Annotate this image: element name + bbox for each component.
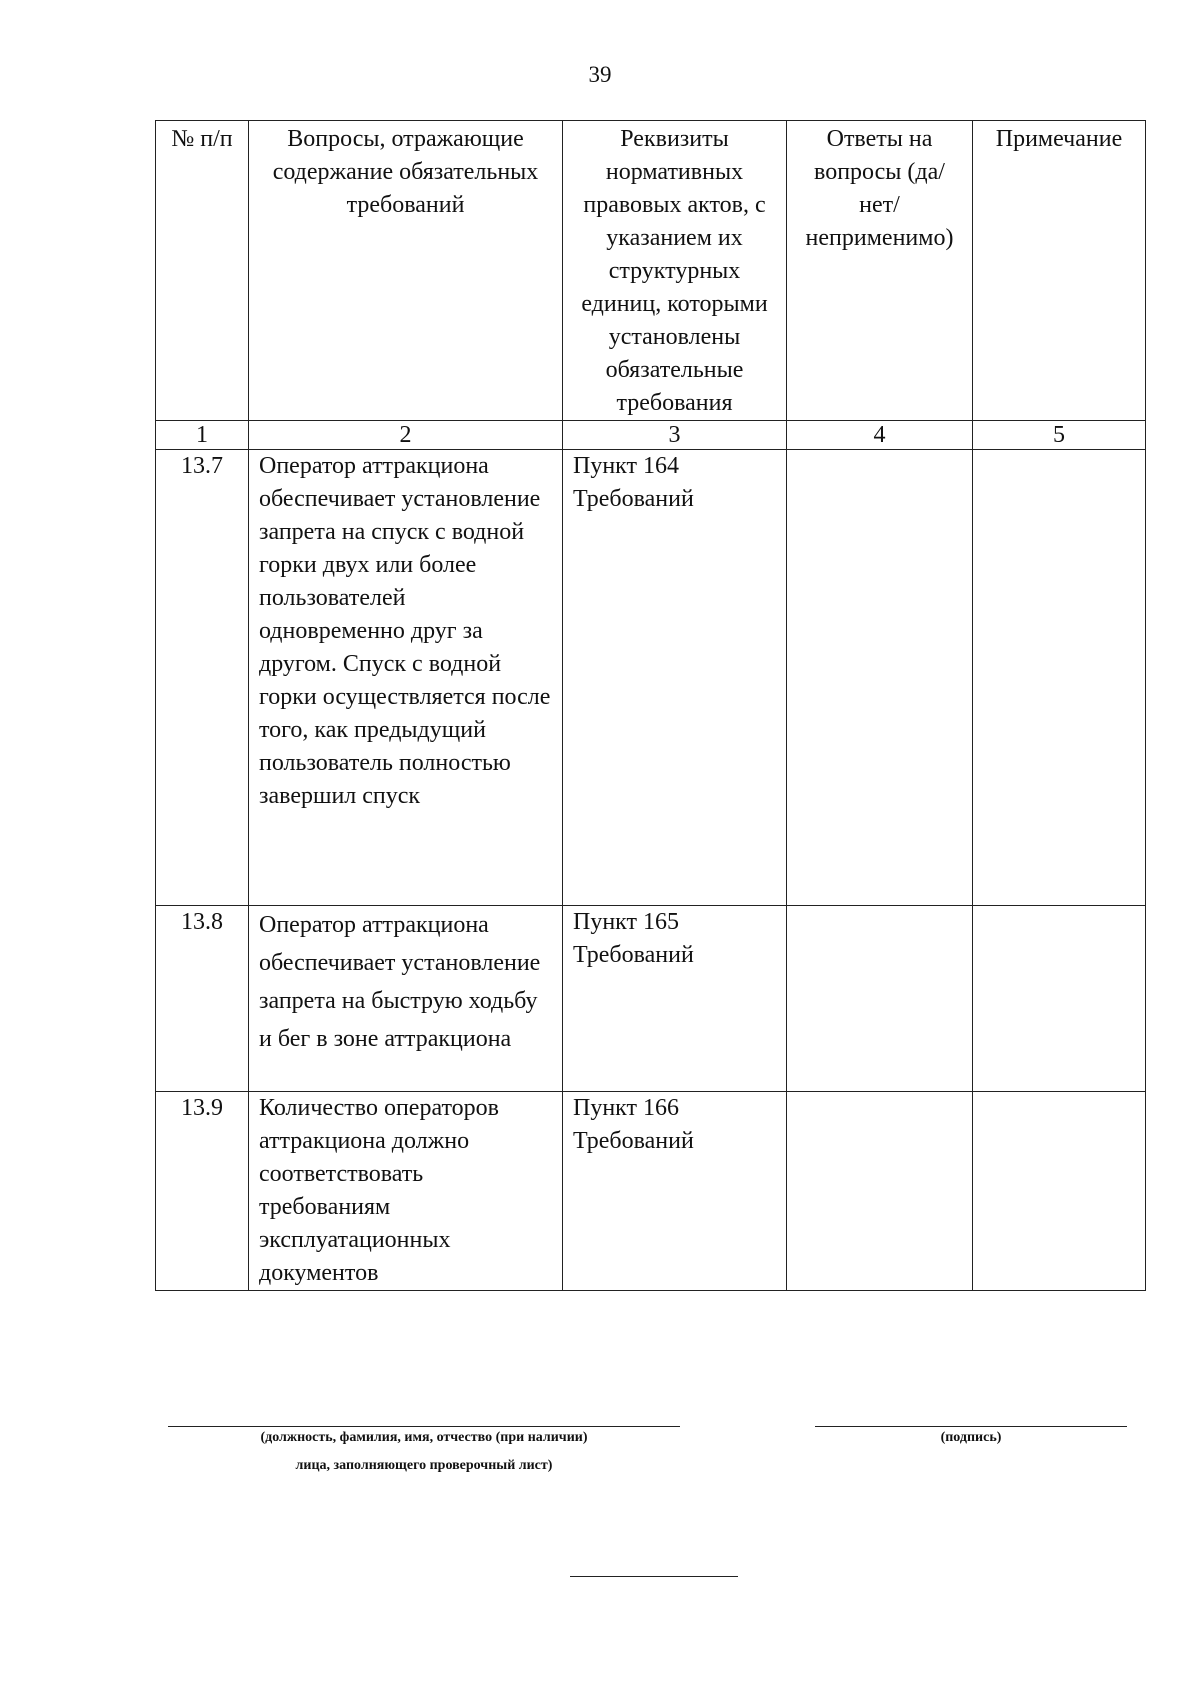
- answer-cell[interactable]: [787, 1092, 973, 1291]
- column-number: 2: [249, 421, 563, 450]
- header-row: [156, 121, 1146, 421]
- reference-item: Пункт 164: [573, 453, 680, 479]
- signature-caption: (подпись): [940, 1430, 1002, 1445]
- note-cell[interactable]: [973, 450, 1146, 906]
- answer-cell[interactable]: [787, 450, 973, 906]
- table-row: [156, 906, 1146, 1092]
- checklist-table: [155, 120, 1146, 1291]
- position-signature-line: [168, 1426, 680, 1427]
- column-number-row: [156, 421, 1146, 450]
- column-number: 3: [563, 421, 787, 450]
- legal-reference: [563, 1092, 787, 1291]
- row-number: 13.8: [156, 906, 249, 1092]
- table-row: [156, 450, 1146, 906]
- row-number: 13.9: [156, 1092, 249, 1291]
- header-questions: Вопросы, отражающие содержание обязательных требований: [249, 121, 563, 421]
- header-answers: Ответы на вопросы (да/нет/ неприменимо): [787, 121, 973, 421]
- legal-reference: [563, 906, 787, 1092]
- header-number: № п/п: [156, 121, 249, 421]
- reference-document: Требований: [573, 942, 694, 968]
- question-text: Оператор аттракциона обеспечивает установление запрета на быструю ходьбу и бег в зоне аттракциона: [249, 906, 563, 1092]
- column-number: 4: [787, 421, 973, 450]
- position-caption: (должность, фамилия, имя, отчество (при наличии): [260, 1430, 588, 1445]
- row-number: 13.7: [156, 450, 249, 906]
- question-text: Оператор аттракциона обеспечивает установление запрета на спуск с водной горки двух или более пользователей одновременно друг за другом. Спуск с водной горки осуществляется после того, как предыдущий пользователь полностью завершил спуск: [249, 450, 563, 906]
- question-text: Количество операторов аттракциона должно соответствовать требованиям эксплуатационных документов: [249, 1092, 563, 1291]
- column-number: 5: [973, 421, 1146, 450]
- reference-item: Пункт 166: [573, 1095, 680, 1121]
- note-cell[interactable]: [973, 906, 1146, 1092]
- header-legal-references: Реквизиты нормативных правовых актов, с указанием их структурных единиц, которыми установлены обязательные требования: [563, 121, 787, 421]
- position-caption-continued: лица, заполняющего проверочный лист): [295, 1458, 553, 1473]
- reference-document: Требований: [573, 486, 694, 512]
- page-number: 39: [588, 62, 612, 87]
- header-notes: Примечание: [973, 121, 1146, 421]
- answer-cell[interactable]: [787, 906, 973, 1092]
- legal-reference: [563, 450, 787, 906]
- signature-line: [815, 1426, 1127, 1427]
- end-divider: [570, 1576, 738, 1577]
- note-cell[interactable]: [973, 1092, 1146, 1291]
- reference-item: Пункт 165: [573, 909, 680, 935]
- column-number: 1: [156, 421, 249, 450]
- reference-document: Требований: [573, 1128, 694, 1154]
- table-row: [156, 1092, 1146, 1291]
